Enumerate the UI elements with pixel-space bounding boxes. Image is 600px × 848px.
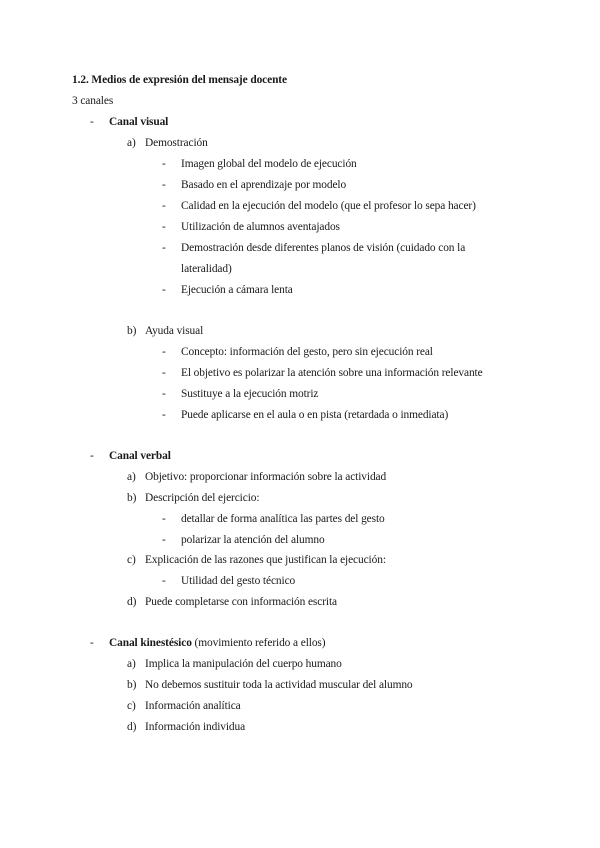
verbal-heading: Canal verbal — [109, 450, 171, 462]
bullet-dash: - — [162, 284, 166, 296]
list-item: Puede aplicarse en el aula o en pista (retardada o inmediata) — [181, 409, 449, 421]
list-item: Basado en el aprendizaje por modelo — [181, 179, 347, 191]
list-item-continuation: lateralidad) — [181, 263, 232, 275]
bullet-dash: - — [90, 637, 94, 649]
list-marker: d) — [127, 721, 137, 733]
visual-heading: Canal visual — [109, 116, 169, 128]
bullet-dash: - — [162, 367, 166, 379]
kinestesico-heading-line — [109, 636, 325, 650]
kinestesico-d-label: Información individua — [145, 721, 246, 733]
verbal-a-label: Objetivo: proporcionar información sobre la actividad — [145, 471, 387, 483]
list-item: Utilidad del gesto técnico — [181, 575, 296, 587]
visual-b-label: Ayuda visual — [145, 325, 204, 337]
intro-text: 3 canales — [72, 95, 114, 107]
bullet-dash: - — [162, 575, 166, 587]
section-title: 1.2. Medios de expresión del mensaje docente — [72, 74, 287, 86]
list-marker: a) — [127, 471, 136, 483]
verbal-c-label: Explicación de las razones que justifican la ejecución: — [145, 554, 386, 566]
verbal-b-label: Descripción del ejercicio: — [145, 492, 260, 504]
kinestesico-c-label: Información analítica — [145, 700, 241, 712]
kinestesico-heading-note: (movimiento referido a ellos) — [191, 637, 326, 649]
bullet-dash: - — [162, 388, 166, 400]
bullet-dash: - — [162, 179, 166, 191]
list-marker: a) — [127, 137, 136, 149]
bullet-dash: - — [162, 242, 166, 254]
bullet-dash: - — [162, 200, 166, 212]
bullet-dash: - — [162, 409, 166, 421]
bullet-dash: - — [162, 534, 166, 546]
list-marker: a) — [127, 658, 136, 670]
bullet-dash: - — [162, 346, 166, 358]
list-marker: d) — [127, 596, 137, 608]
list-item: Ejecución a cámara lenta — [181, 284, 293, 296]
list-marker: b) — [127, 492, 137, 504]
list-item: El objetivo es polarizar la atención sobre una información relevante — [181, 367, 483, 379]
bullet-dash: - — [90, 116, 94, 128]
list-item: Calidad en la ejecución del modelo (que el profesor lo sepa hacer) — [181, 200, 476, 212]
list-marker: b) — [127, 325, 137, 337]
bullet-dash: - — [162, 513, 166, 525]
list-item: Sustituye a la ejecución motriz — [181, 388, 319, 400]
kinestesico-b-label: No debemos sustituir toda la actividad muscular del alumno — [145, 679, 413, 691]
kinestesico-heading: Canal kinestésico — [109, 637, 192, 649]
list-item: Demostración desde diferentes planos de visión (cuidado con la — [181, 242, 466, 254]
list-marker: c) — [127, 700, 136, 712]
visual-a-label: Demostración — [145, 137, 208, 149]
list-marker: c) — [127, 554, 136, 566]
list-marker: b) — [127, 679, 137, 691]
bullet-dash: - — [162, 221, 166, 233]
list-item: detallar de forma analítica las partes del gesto — [181, 513, 385, 525]
kinestesico-a-label: Implica la manipulación del cuerpo humano — [145, 658, 342, 670]
list-item: Concepto: información del gesto, pero sin ejecución real — [181, 346, 433, 358]
bullet-dash: - — [90, 450, 94, 462]
bullet-dash: - — [162, 158, 166, 170]
verbal-d-label: Puede completarse con información escrita — [145, 596, 337, 608]
list-item: Imagen global del modelo de ejecución — [181, 158, 357, 170]
list-item: Utilización de alumnos aventajados — [181, 221, 340, 233]
list-item: polarizar la atención del alumno — [181, 534, 325, 546]
